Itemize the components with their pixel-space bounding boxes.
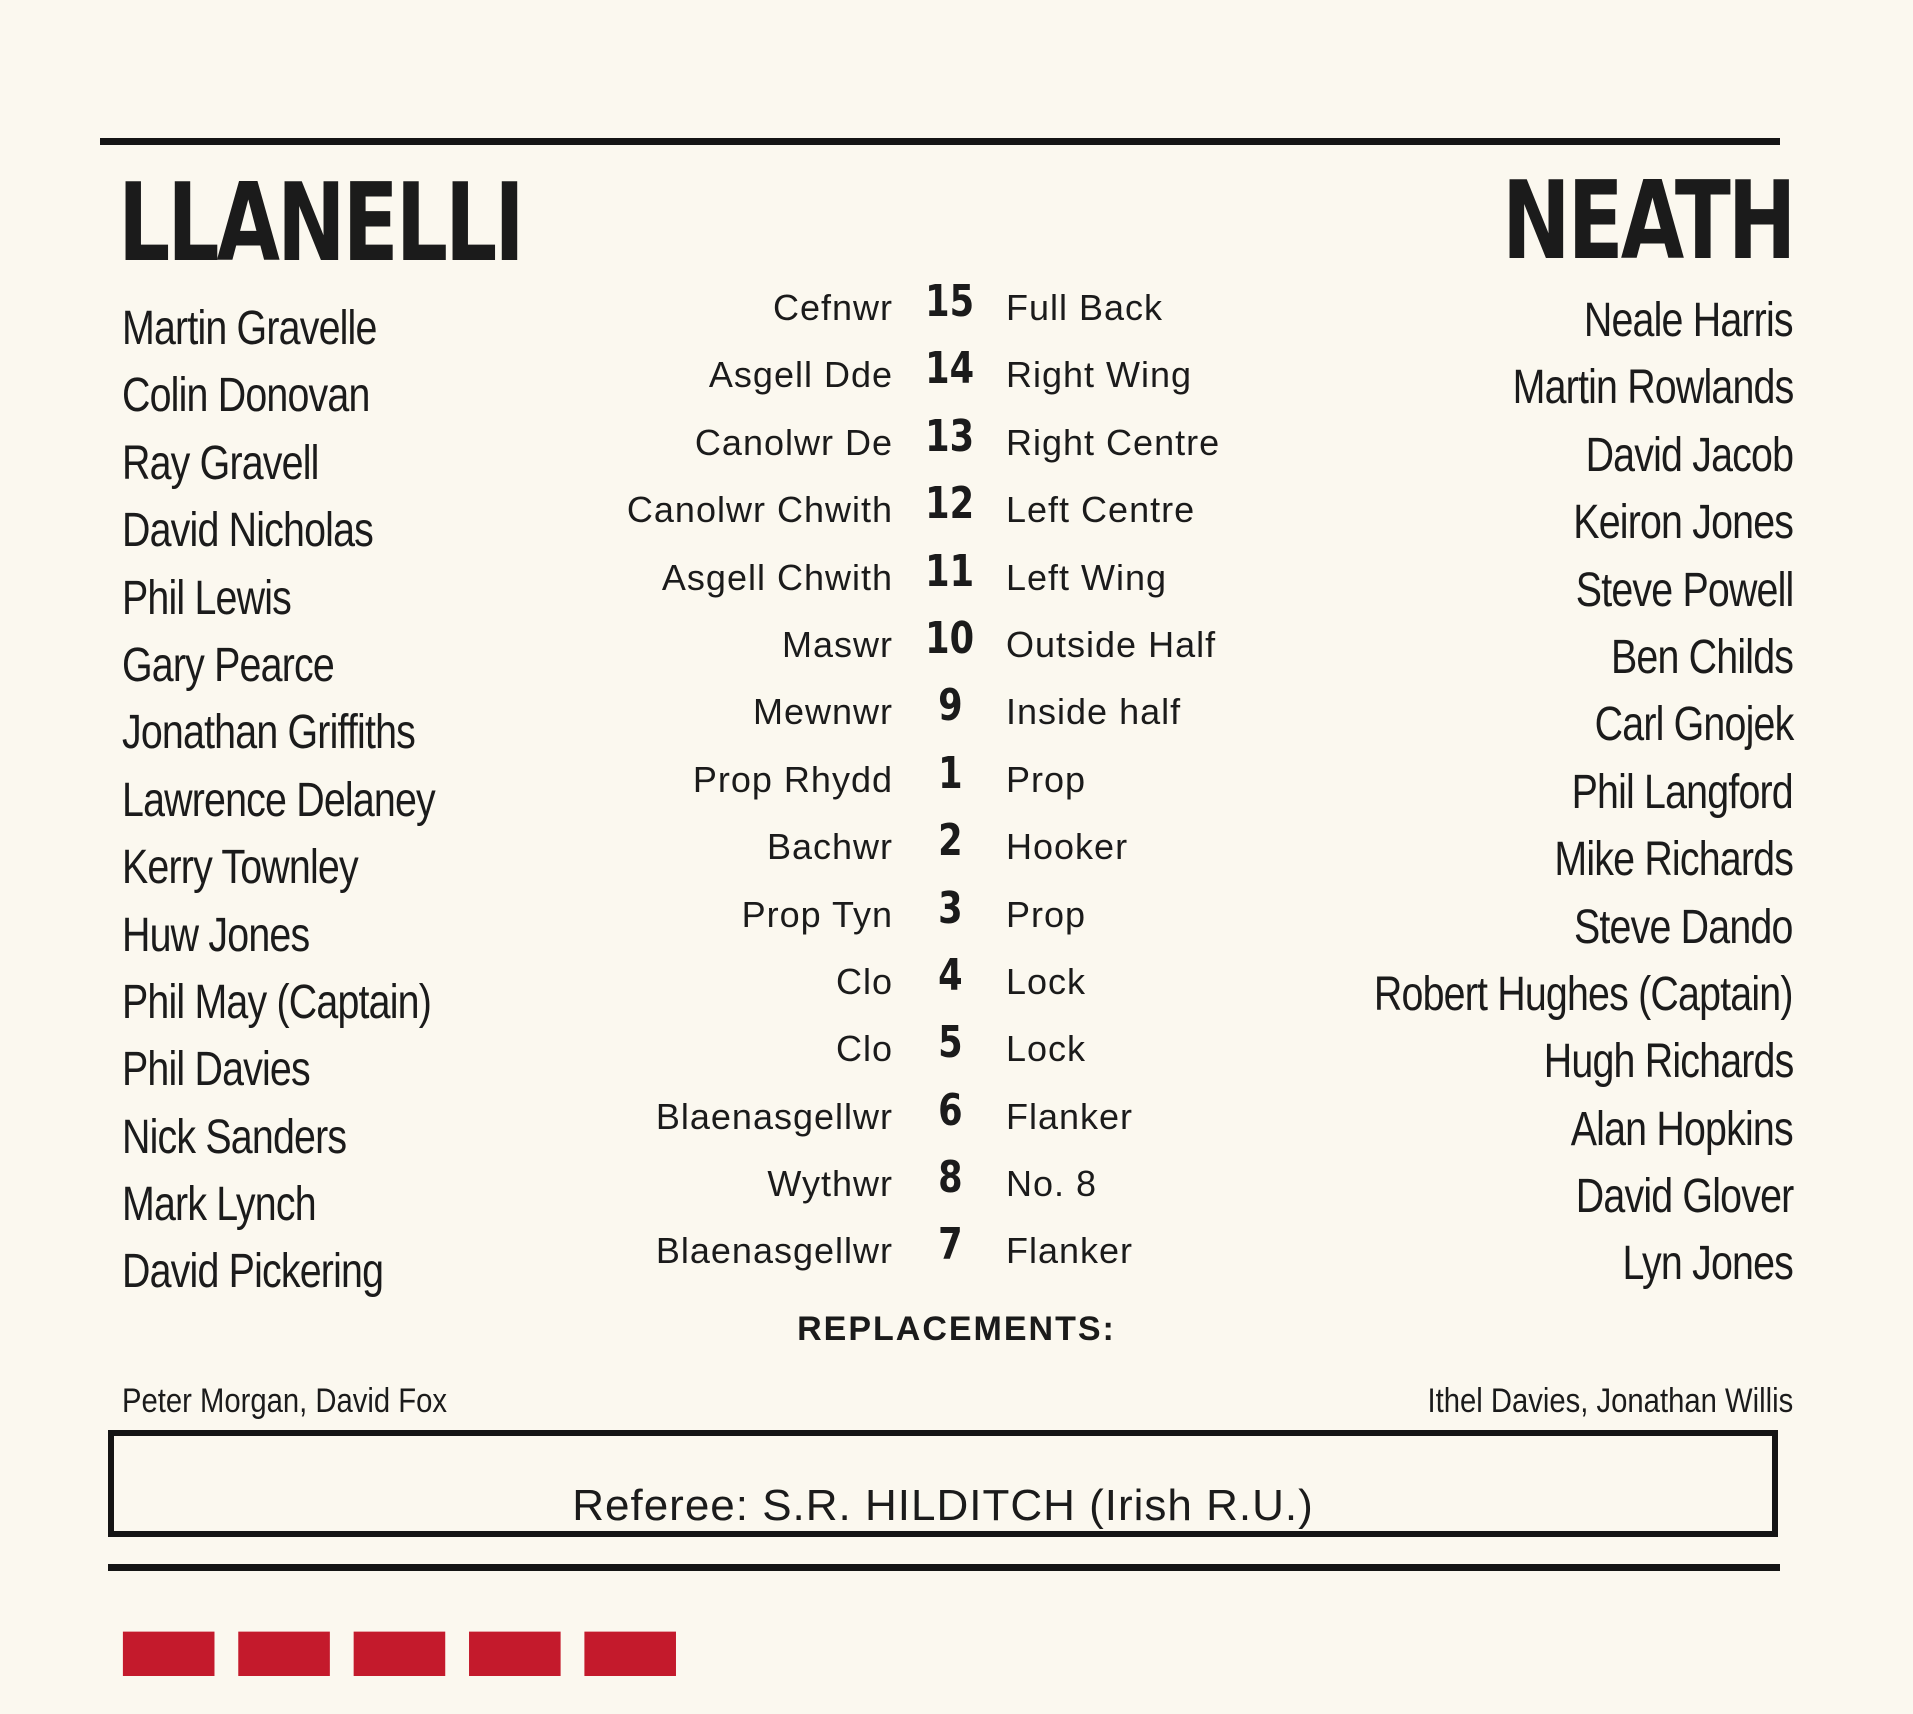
welsh-position-label: Cefnwr [772, 287, 893, 328]
home-player-name: Phil May (Captain) [122, 975, 431, 1029]
welsh-position-column [627, 274, 893, 1285]
away-player-name: Mike Richards [1554, 833, 1793, 887]
away-player-name: Neale Harris [1584, 294, 1793, 347]
away-player-name: Phil Langford [1571, 765, 1793, 819]
english-position-label: Prop [1006, 758, 1087, 800]
replacements-heading: REPLACEMENTS: [797, 1310, 1116, 1348]
bottom-rule [108, 1564, 1780, 1571]
shirt-number: 9 [937, 680, 963, 732]
away-player-name: Keiron Jones [1573, 496, 1793, 550]
english-position-label: Right Wing [1006, 354, 1193, 396]
away-player-name: David Jacob [1585, 428, 1793, 482]
english-position-label: Lock [1006, 960, 1087, 1002]
home-player-name: Huw Jones [122, 908, 310, 962]
welsh-position-label: Maswr [782, 623, 893, 665]
away-player-name: Lyn Jones [1622, 1237, 1793, 1291]
home-player-name: Gary Pearce [122, 638, 334, 692]
away-player-name: Hugh Richards [1543, 1035, 1793, 1089]
away-player-name: Steve Dando [1574, 900, 1793, 954]
english-position-label: Prop [1006, 893, 1087, 935]
english-position-label: Right Centre [1006, 421, 1221, 463]
english-position-column [1006, 274, 1220, 1285]
away-team-title: NEATH [1501, 159, 1793, 284]
home-replacements: Peter Morgan, David Fox [122, 1382, 448, 1420]
english-position-label: Outside Half [1006, 623, 1217, 665]
home-player-name: Phil Lewis [122, 571, 291, 625]
away-player-name: Alan Hopkins [1570, 1102, 1793, 1156]
shirt-number: 8 [937, 1152, 963, 1204]
english-position-label: Hooker [1006, 826, 1129, 868]
home-player-name: Jonathan Griffiths [122, 706, 416, 760]
welsh-position-label: Prop Rhydd [692, 758, 893, 800]
shirt-number: 3 [937, 882, 963, 934]
english-position-label: No. 8 [1006, 1163, 1098, 1205]
away-player-name: Steve Powell [1575, 563, 1793, 617]
welsh-position-label: Clo [835, 1028, 893, 1070]
away-player-name: David Glover [1575, 1170, 1793, 1224]
shirt-number: 15 [925, 276, 975, 327]
home-team-title: LLANELLI [118, 161, 522, 286]
shirt-number: 7 [937, 1219, 963, 1271]
home-player-name: Phil Davies [122, 1043, 310, 1097]
shirt-number: 11 [925, 545, 975, 597]
home-player-name: Colin Donovan [122, 369, 370, 423]
home-player-name: Ray Gravell [122, 436, 319, 490]
away-player-name: Carl Gnojek [1594, 698, 1793, 752]
away-replacements: Ithel Davies, Jonathan Willis [1427, 1382, 1793, 1420]
english-position-label: Flanker [1006, 1095, 1134, 1137]
welsh-position-label: Asgell Chwith [661, 556, 893, 598]
english-position-label: Left Centre [1006, 489, 1196, 531]
top-rule [100, 138, 1780, 145]
english-position-label: Inside half [1006, 691, 1182, 733]
shirt-number: 2 [937, 815, 963, 867]
shirt-number-column [910, 268, 990, 1279]
away-player-name: Robert Hughes (Captain) [1374, 967, 1793, 1021]
home-player-name: Nick Sanders [122, 1110, 347, 1164]
welsh-position-label: Blaenasgellwr [655, 1095, 893, 1137]
away-player-name: Ben Childs [1610, 630, 1793, 684]
welsh-position-label: Blaenasgellwr [655, 1230, 893, 1272]
welsh-position-label: Canolwr De [694, 421, 893, 463]
shirt-number: 12 [925, 478, 975, 530]
referee-text: Referee: S.R. HILDITCH (Irish R.U.) [572, 1481, 1314, 1530]
welsh-position-label: Bachwr [766, 826, 893, 868]
english-position-label: Left Wing [1006, 556, 1168, 598]
home-player-name: Kerry Townley [122, 841, 358, 895]
english-position-label: Lock [1006, 1028, 1087, 1070]
english-position-label: Full Back [1006, 287, 1164, 328]
shirt-number: 6 [937, 1084, 963, 1136]
home-player-name: Martin Gravelle [122, 302, 377, 355]
welsh-position-label: Clo [835, 960, 893, 1002]
home-player-name: Mark Lynch [122, 1178, 316, 1232]
away-player-name: Martin Rowlands [1512, 361, 1793, 415]
shirt-number: 13 [925, 410, 975, 462]
shirt-number: 4 [937, 949, 963, 1001]
referee-box [108, 1430, 1778, 1537]
welsh-position-label: Wythwr [767, 1163, 893, 1205]
welsh-position-label: Asgell Dde [708, 354, 893, 396]
welsh-position-label: Mewnwr [752, 691, 893, 733]
home-player-name: David Pickering [122, 1245, 384, 1299]
shirt-number: 10 [925, 612, 975, 664]
shirt-number: 14 [925, 343, 975, 395]
home-player-name: David Nicholas [122, 504, 374, 558]
welsh-position-label: Canolwr Chwith [626, 489, 893, 531]
away-team-lineup [1282, 287, 1793, 1298]
home-player-name: Lawrence Delaney [122, 773, 435, 827]
shirt-number: 1 [937, 747, 963, 799]
next-page-banner-fragment: ▬▬▬▬▬ [112, 1575, 689, 1714]
home-team-lineup [122, 295, 504, 1306]
english-position-label: Flanker [1006, 1230, 1134, 1272]
shirt-number: 5 [937, 1017, 963, 1069]
welsh-position-label: Prop Tyn [741, 893, 893, 935]
